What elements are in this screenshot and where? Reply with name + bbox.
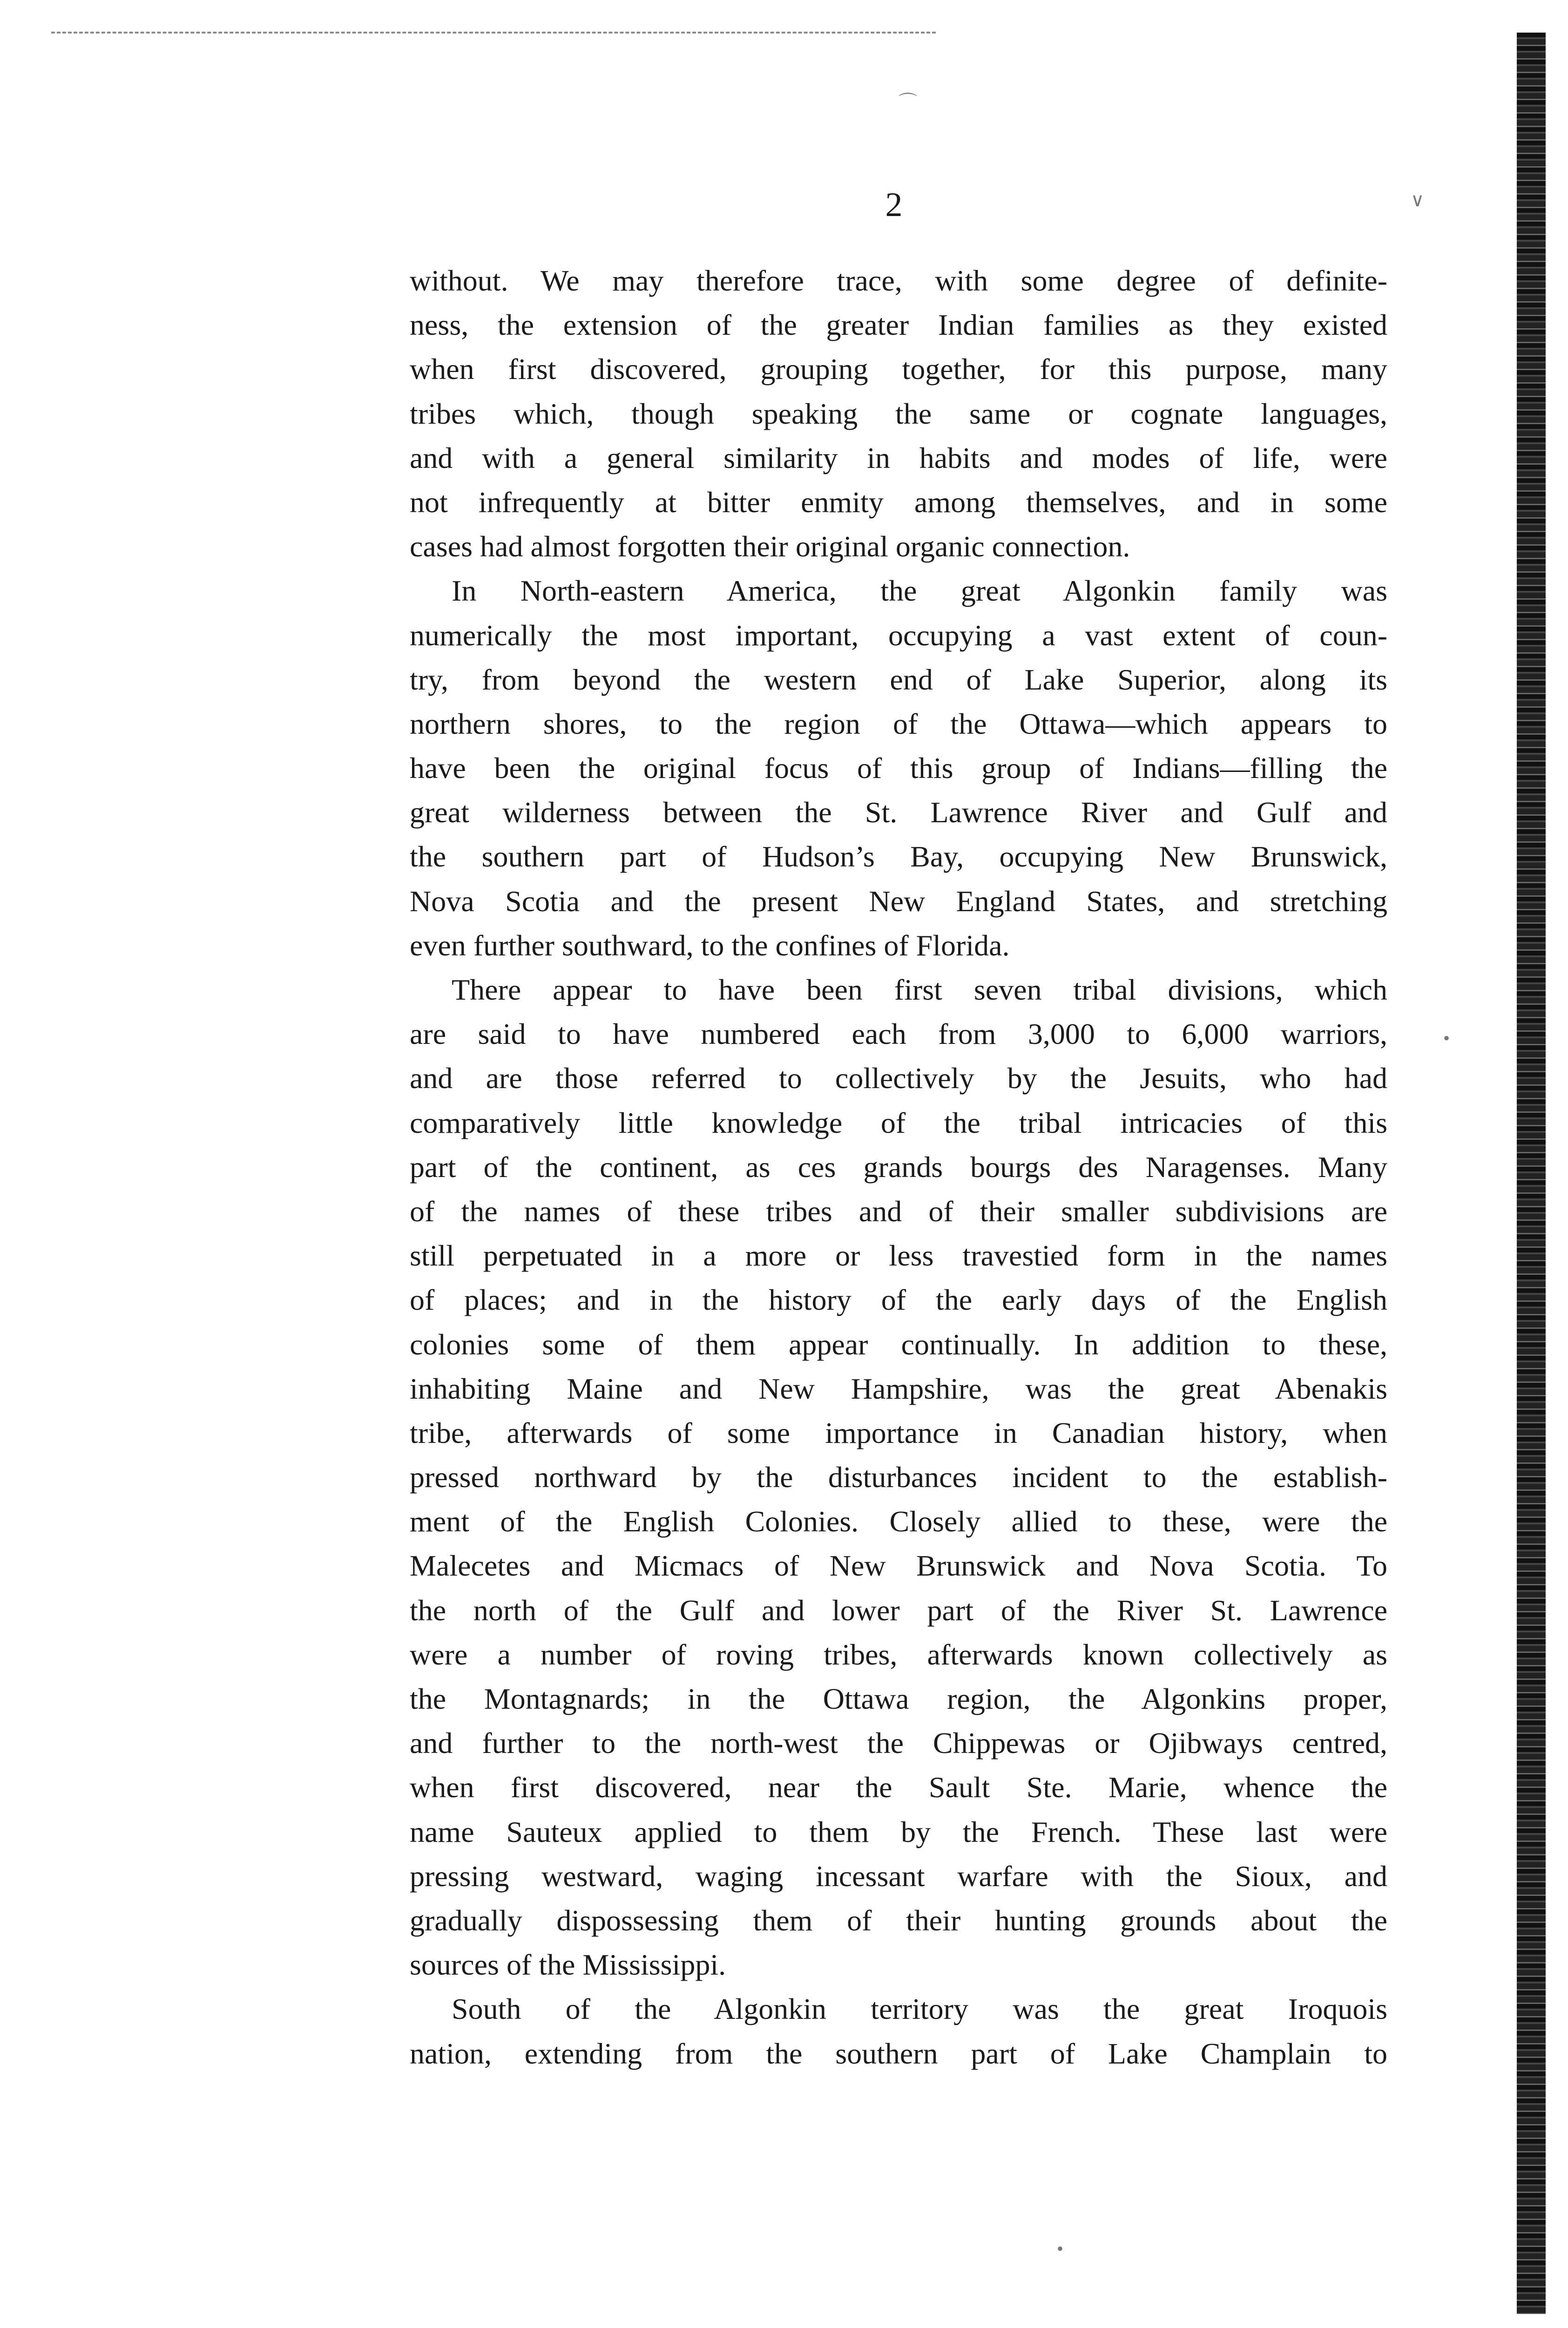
text-line: were a number of roving tribes, afterwards known collectively as bbox=[410, 1638, 1387, 1671]
text-line: gradually dispossessing them of their hunting grounds about the bbox=[410, 1903, 1387, 1937]
text-line: great wilderness between the St. Lawrence River and Gulf and bbox=[410, 796, 1387, 829]
text-line: inhabiting Maine and New Hampshire, was the great Abenakis bbox=[410, 1372, 1387, 1405]
text-line: pressed northward by the disturbances incident to the establish- bbox=[410, 1461, 1387, 1494]
text-line: northern shores, to the region of the Ottawa—which appears to bbox=[410, 707, 1387, 740]
text-line: pressing westward, waging incessant warfare with the Sioux, and bbox=[410, 1859, 1387, 1893]
text-line: name Sauteux applied to them by the French. These last were bbox=[410, 1815, 1387, 1848]
scanned-binding-edge bbox=[1517, 33, 1546, 2314]
text-line: numerically the most important, occupying a vast extent of coun- bbox=[410, 618, 1387, 652]
text-line: of the names of these tribes and of their smaller subdivisions are bbox=[410, 1194, 1387, 1228]
text-line: and further to the north-west the Chippewas or Ojibways centred, bbox=[410, 1726, 1387, 1760]
text-line: ment of the English Colonies. Closely allied to these, were the bbox=[410, 1505, 1387, 1538]
text-line: are said to have numbered each from 3,000 to 6,000 warriors, bbox=[410, 1017, 1387, 1051]
text-line: In North-eastern America, the great Algonkin family was bbox=[452, 574, 1387, 608]
top-dashed-rule bbox=[51, 32, 936, 34]
text-line: without. We may therefore trace, with some degree of definite- bbox=[410, 264, 1387, 297]
text-line: the southern part of Hudson’s Bay, occupying New Brunswick, bbox=[410, 840, 1387, 873]
scan-speck: ⌒ bbox=[899, 92, 917, 113]
text-line: part of the continent, as ces grands bourgs des Naragenses. Many bbox=[410, 1150, 1387, 1184]
page-number: 2 bbox=[885, 186, 903, 224]
text-line: nation, extending from the southern part of Lake Champlain to bbox=[410, 2037, 1387, 2070]
text-line: try, from beyond the western end of Lake Superior, along its bbox=[410, 663, 1387, 696]
text-line: South of the Algonkin territory was the great Iroquois bbox=[452, 1992, 1387, 2026]
text-line: still perpetuated in a more or less travestied form in the names bbox=[410, 1239, 1387, 1272]
text-line: Malecetes and Micmacs of New Brunswick and Nova Scotia. To bbox=[410, 1549, 1387, 1583]
text-line: even further southward, to the confines of Florida. bbox=[410, 928, 1010, 962]
text-line: when first discovered, grouping together, for this purpose, many bbox=[410, 352, 1387, 386]
text-line: the north of the Gulf and lower part of the River St. Lawrence bbox=[410, 1593, 1387, 1627]
scan-speck: ∨ bbox=[1411, 189, 1425, 210]
scan-speck: • bbox=[1057, 2238, 1064, 2259]
text-line: and with a general similarity in habits and modes of life, were bbox=[410, 441, 1387, 474]
text-line: when first discovered, near the Sault Ste. Marie, whence the bbox=[410, 1771, 1387, 1804]
text-line: tribes which, though speaking the same or cognate languages, bbox=[410, 397, 1387, 430]
text-line: ness, the extension of the greater Indian families as they existed bbox=[410, 308, 1387, 342]
body-text bbox=[410, 258, 1387, 2076]
text-line: not infrequently at bitter enmity among themselves, and in some bbox=[410, 485, 1387, 519]
text-line: cases had almost forgotten their original organic connection. bbox=[410, 530, 1130, 563]
text-line: Nova Scotia and the present New England States, and stretching bbox=[410, 884, 1387, 918]
text-line: sources of the Mississippi. bbox=[410, 1948, 726, 1982]
text-line: have been the original focus of this group of Indians—filling the bbox=[410, 751, 1387, 785]
text-line: of places; and in the history of the early days of the English bbox=[410, 1283, 1387, 1317]
scan-speck: • bbox=[1443, 1028, 1450, 1049]
text-line: There appear to have been first seven tribal divisions, which bbox=[452, 973, 1387, 1006]
text-line: colonies some of them appear continually. In addition to these, bbox=[410, 1327, 1387, 1361]
text-line: tribe, afterwards of some importance in Canadian history, when bbox=[410, 1416, 1387, 1449]
text-line: the Montagnards; in the Ottawa region, the Algonkins proper, bbox=[410, 1682, 1387, 1715]
text-line: and are those referred to collectively by the Jesuits, who had bbox=[410, 1062, 1387, 1095]
text-line: comparatively little knowledge of the tribal intricacies of this bbox=[410, 1106, 1387, 1139]
